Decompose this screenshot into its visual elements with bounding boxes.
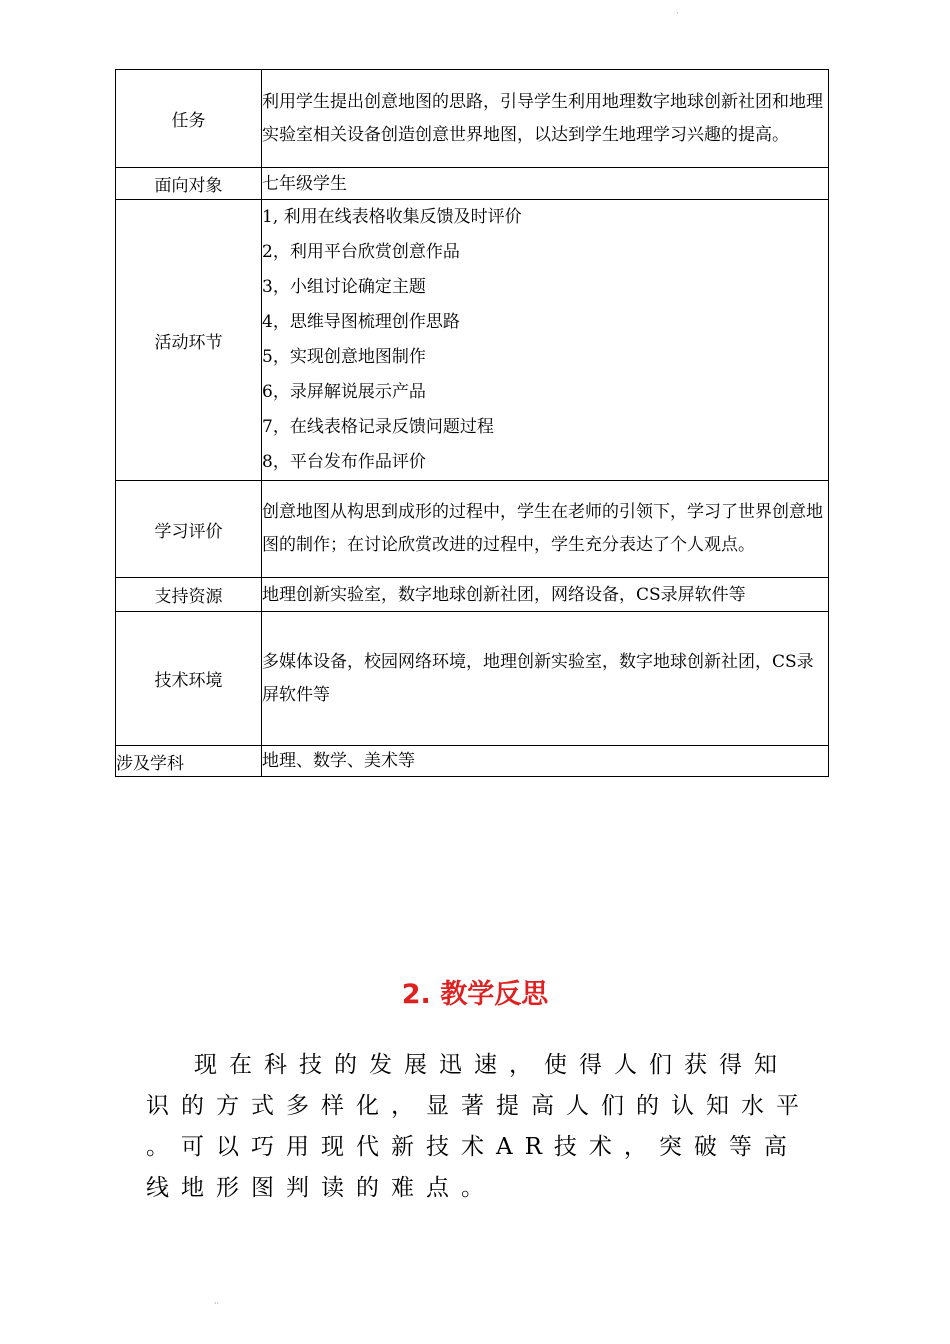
activity-step: 1, 利用在线表格收集反馈及时评价 <box>262 207 522 227</box>
row-label-activities: 活动环节 <box>116 200 262 481</box>
section-heading: 2. 教学反思 <box>401 979 549 1010</box>
activity-step: 4，思维导图梳理创作思路 <box>262 312 460 332</box>
row-content-audience: 七年级学生 <box>262 168 829 200</box>
paragraph-line: 现在科技的发展迅速，使得人们获得知 <box>194 1052 789 1078</box>
table-row-audience <box>116 168 829 200</box>
row-label-subjects: 涉及学科 <box>116 746 262 777</box>
table-row-subjects <box>116 746 829 777</box>
row-content-resources: 地理创新实验室，数字地球创新社团，网络设备，CS录屏软件等 <box>262 578 829 612</box>
activity-step: 7，在线表格记录反馈问题过程 <box>262 417 494 437</box>
row-label-audience: 面向对象 <box>116 168 262 200</box>
paragraph-line: 线地形图判读的难点。 <box>146 1175 496 1201</box>
row-label-evaluation: 学习评价 <box>116 481 262 578</box>
paragraph-line: 。可以巧用现代新技术AR技术，突破等高 <box>146 1134 799 1160</box>
row-content-tech-environment: 多媒体设备，校园网络环境，地理创新实验室，数字地球创新社团，CS录屏软件等 <box>262 612 829 746</box>
activity-step: 5，实现创意地图制作 <box>262 347 426 367</box>
row-label-resources: 支持资源 <box>116 578 262 612</box>
table-row-task <box>116 70 829 168</box>
activity-step: 6，录屏解说展示产品 <box>262 382 426 402</box>
table-row-tech-environment <box>116 612 829 746</box>
paragraph-line: 识的方式多样化，显著提高人们的认知水平 <box>146 1093 811 1119</box>
reflection-paragraph <box>146 1045 811 1209</box>
activity-step: 3，小组讨论确定主题 <box>262 277 426 297</box>
header-mark: · <box>676 9 679 18</box>
row-content-subjects: 地理、数学、美术等 <box>262 746 829 777</box>
row-label-task: 任务 <box>116 70 262 168</box>
row-content-activities <box>262 200 829 481</box>
table-row-activities <box>116 200 829 481</box>
table-row-evaluation <box>116 481 829 578</box>
table-row-resources <box>116 578 829 612</box>
activity-info-table <box>115 69 829 777</box>
activity-step: 2，利用平台欣赏创意作品 <box>262 242 460 262</box>
row-label-tech-environment: 技术环境 <box>116 612 262 746</box>
activity-step: 8，平台发布作品评价 <box>262 452 426 472</box>
footer-mark: ·· <box>214 1299 220 1308</box>
row-content-evaluation: 创意地图从构思到成形的过程中，学生在老师的引领下，学习了世界创意地图的制作；在讨论欣赏改进的过程中，学生充分表达了个人观点。 <box>262 481 829 578</box>
row-content-task: 利用学生提出创意地图的思路，引导学生利用地理数字地球创新社团和地理实验室相关设备创造创意世界地图，以达到学生地理学习兴趣的提高。 <box>262 70 829 168</box>
